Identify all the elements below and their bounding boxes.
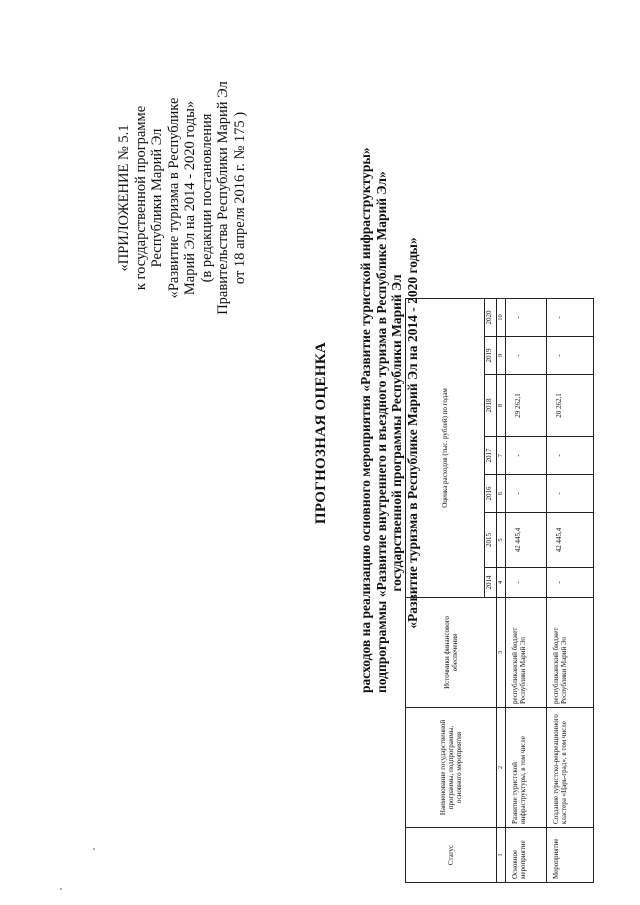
row-value: - bbox=[506, 299, 547, 337]
row-value: - bbox=[547, 299, 594, 337]
appendix-line: (в редакции постановления bbox=[198, 113, 215, 283]
column-number: 9 bbox=[497, 337, 506, 375]
column-number: 4 bbox=[497, 568, 506, 598]
row-value: 29 262,1 bbox=[506, 375, 547, 437]
appendix-line: Республики Марий Эл bbox=[149, 128, 165, 268]
row-value: 20 262,1 bbox=[547, 375, 594, 437]
header-year: 2015 bbox=[485, 513, 497, 568]
subtitle-line: «Развитие туризма в Республике Марий Эл на 2014 - 2020 годы» bbox=[404, 237, 420, 629]
column-number: 3 bbox=[497, 598, 506, 708]
column-number: 1 bbox=[497, 828, 506, 883]
row-value: - bbox=[506, 568, 547, 598]
column-number: 7 bbox=[497, 437, 506, 475]
column-number: 10 bbox=[497, 299, 506, 337]
row-value: - bbox=[547, 437, 594, 475]
header-estimate: Оценка расходов (тыс. рублей) по годам bbox=[406, 299, 485, 598]
appendix-line: «ПРИЛОЖЕНИЕ № 5.1 bbox=[116, 124, 132, 272]
subtitle-line: расходов на реализацию основного мероприятия «Развитие туристкой инфраструктуры» bbox=[358, 147, 373, 693]
row-value: - bbox=[506, 337, 547, 375]
appendix-line: Правительства Республики Марий Эл bbox=[215, 81, 231, 315]
row-status: Мероприятие bbox=[547, 828, 594, 883]
row-name: Создание туристско-рекреационного кластера «Царь-град», в том числе bbox=[547, 708, 594, 828]
row-name: Развитие туристской инфраструктуры, в том числе bbox=[506, 708, 547, 828]
row-value: - bbox=[506, 475, 547, 513]
row-value: - bbox=[547, 337, 594, 375]
document-title: ПРОГНОЗНАЯ ОЦЕНКА bbox=[313, 341, 329, 525]
header-year: 2019 bbox=[485, 337, 497, 375]
header-year: 2014 bbox=[485, 568, 497, 598]
row-value: 42 445,4 bbox=[506, 513, 547, 568]
row-value: - bbox=[547, 475, 594, 513]
appendix-line: к государственной программе bbox=[132, 105, 149, 291]
appendix-block bbox=[116, 33, 248, 363]
header-year: 2020 bbox=[485, 299, 497, 337]
column-number: 6 bbox=[497, 475, 506, 513]
appendix-line: Марий Эл на 2014 - 2020 годы» bbox=[182, 100, 198, 296]
table-row bbox=[547, 299, 594, 883]
column-number: 8 bbox=[497, 375, 506, 437]
row-source: республиканский бюджет Республики Марий Эл bbox=[547, 598, 594, 708]
row-status: Основное мероприятие bbox=[506, 828, 547, 883]
header-name: Наименование государственной программы, подпрограммы, основного мероприятия bbox=[406, 708, 497, 828]
subtitle-line: подпрограммы «Развитие внутреннего и въездного туризма в Республике Марий Эл» bbox=[373, 171, 389, 693]
header-year: 2016 bbox=[485, 475, 497, 513]
header-year: 2018 bbox=[485, 375, 497, 437]
header-status: Статус bbox=[406, 828, 497, 883]
document-heading bbox=[313, 147, 420, 693]
row-value: 42 445,4 bbox=[547, 513, 594, 568]
row-source: республиканский бюджет Республики Марий Эл bbox=[506, 598, 547, 708]
table-row bbox=[506, 299, 547, 883]
subtitle-line: государственной программы Республики Марий Эл bbox=[389, 274, 404, 592]
header-year: 2017 bbox=[485, 437, 497, 475]
row-value: - bbox=[547, 568, 594, 598]
column-number: 2 bbox=[497, 708, 506, 828]
expenses-table bbox=[405, 298, 594, 883]
column-number: 5 bbox=[497, 513, 506, 568]
row-value: - bbox=[506, 437, 547, 475]
appendix-line: от 18 апреля 2016 г. № 175 ) bbox=[231, 111, 248, 285]
header-source: Источники финансового обеспечения bbox=[406, 598, 497, 708]
appendix-line: «Развитие туризма в Республике bbox=[165, 97, 182, 299]
